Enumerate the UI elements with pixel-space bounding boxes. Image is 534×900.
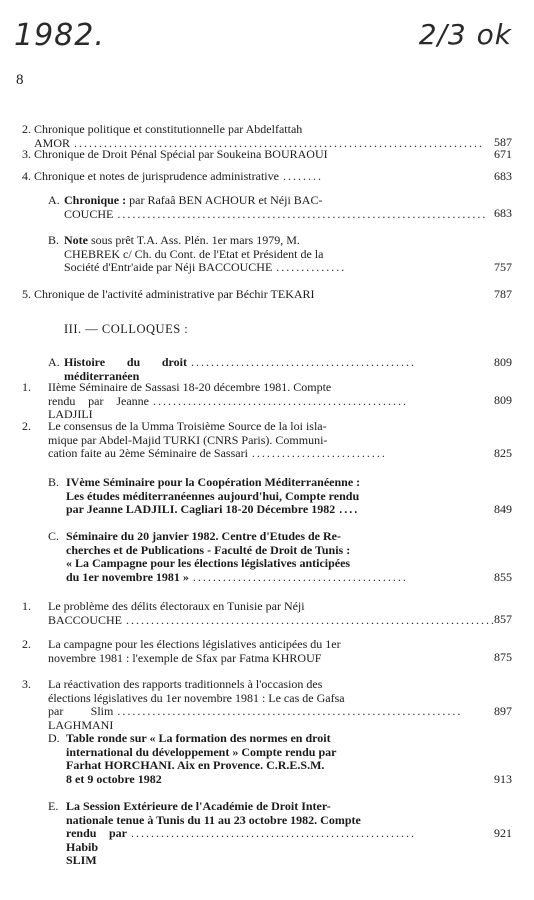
entry-number: 2. xyxy=(22,419,31,433)
dot-leader: .................................................................................. xyxy=(74,135,485,150)
entry-text xyxy=(48,599,497,627)
entry-line: rendu par Habib SLIM xyxy=(66,826,127,867)
entry-line: IIème Séminaire de Sassasi 18-20 décembre 1981. Compte xyxy=(48,380,332,394)
entry-text xyxy=(48,638,408,665)
entry-line: COUCHE xyxy=(64,206,114,221)
entry-number: 3. xyxy=(22,147,31,161)
entry-number: D. xyxy=(48,731,60,745)
entry-line: BACCOUCHE xyxy=(48,612,123,627)
entry-line: IVème Séminaire pour la Coopération Méditerranéenne : xyxy=(66,475,361,489)
entry-text xyxy=(66,800,416,868)
entry-line: La campagne pour les élections législatives anticipées du 1er xyxy=(48,637,341,651)
entry-line: Chronique politique et constitutionnelle par Abdelfattah xyxy=(34,122,303,136)
entry-page: 587 xyxy=(494,135,512,149)
dot-leader: ........................................... xyxy=(192,569,408,584)
entry-line: cherches et de Publications - Faculté de Droit de Tunis : xyxy=(66,542,351,557)
entry-line: Séminaire du 20 janvier 1982. Centre d'Etudes de Re- xyxy=(66,529,341,543)
dot-leader: ........................... xyxy=(251,446,387,460)
entry-number: 3. xyxy=(22,677,31,691)
entry-number: A. xyxy=(48,193,60,207)
entry-lead: Chronique : xyxy=(64,193,127,207)
entry-number: 1. xyxy=(22,599,31,613)
entry-line: Le problème des délits électoraux en Tunisie par Néji xyxy=(48,599,305,613)
entry-number: 4. xyxy=(22,169,31,183)
dot-leader: .............. xyxy=(276,260,347,274)
entry-line: 8 et 9 octobre 1982 xyxy=(66,771,162,786)
entry-line: « La Campagne pour les élections législatives anticipées xyxy=(66,556,351,570)
dot-leader: ......................................................... xyxy=(131,826,416,840)
entry-page: 671 xyxy=(494,147,512,161)
entry-text xyxy=(66,530,416,584)
entry-number: B. xyxy=(48,475,60,489)
dot-leader: ................................................... xyxy=(153,393,408,408)
entry-number: E. xyxy=(48,799,59,813)
dot-leader: ..................................................................... xyxy=(117,704,463,718)
entry-page: 683 xyxy=(494,169,512,183)
entry-page: 875 xyxy=(494,650,512,664)
entry-line: CHEBREK c/ Ch. du Cont. de l'Etat et Président de la xyxy=(64,246,324,261)
entry-line: Chronique de l'activité administrative par Béchir TEKARI xyxy=(34,287,315,301)
entry-number: 2. xyxy=(22,122,31,136)
dot-leader: .......................................................................... xyxy=(117,206,488,221)
entry-line: du 1er novembre 1981 » xyxy=(66,569,189,584)
entry-line: Les études méditerranéennes aujourd'hui, Compte rendu xyxy=(66,488,360,503)
entry-text xyxy=(66,476,416,517)
entry-line: La réactivation des rapports traditionnels à l'occasion des xyxy=(48,677,323,691)
entry-text xyxy=(48,677,463,732)
entry-page: 857 xyxy=(494,612,512,626)
entry-line: Farhat HORCHANI. Aix en Provence. C.R.E.S.M. xyxy=(66,758,325,772)
dot-leader: .......................................................................... xyxy=(126,612,497,627)
entry-text xyxy=(34,122,485,150)
entry-number: C. xyxy=(48,529,60,543)
entry-text xyxy=(64,234,416,275)
entry-page: 897 xyxy=(494,704,512,718)
entry-line: Société d'Entr'aide par Néji BACCOUCHE xyxy=(64,260,273,274)
entry-line: La Session Extérieure de l'Académie de Droit Inter- xyxy=(66,799,331,813)
entry-page: 787 xyxy=(494,287,512,301)
entry-line: élections législatives du 1er novembre 1981 : Le cas de Gafsa xyxy=(48,690,345,705)
entry-page: 809 xyxy=(494,355,512,369)
handwritten-year: 1982. xyxy=(14,18,105,53)
entry-line: AMOR xyxy=(34,135,71,150)
entry-text xyxy=(64,193,488,221)
entry-line: mique par Abdel-Majid TURKI (CNRS Paris). Communi- xyxy=(48,432,328,447)
entry-line: rendu par Jeanne LADJILI xyxy=(48,393,149,421)
section-heading: III. — COLLOQUES : xyxy=(64,322,189,336)
entry-line: novembre 1981 : l'exemple de Sfax par Fatma KHROUF xyxy=(48,650,322,665)
entry-page: 921 xyxy=(494,826,512,840)
entry-lead: Note xyxy=(64,233,88,247)
entry-line: Table ronde sur « La formation des normes en droit xyxy=(66,731,331,745)
entry-text xyxy=(48,381,408,422)
entry-line: Le consensus de la Umma Troisième Source de la loi isla- xyxy=(48,419,327,433)
entry-line: international du développement » Compte rendu par xyxy=(66,744,337,759)
entry-text xyxy=(64,356,416,383)
entry-page: 809 xyxy=(494,393,512,407)
entry-page: 683 xyxy=(494,206,512,220)
entry-number: 5. xyxy=(22,287,31,301)
entry-line: par Rafaâ BEN ACHOUR et Néji BAC- xyxy=(126,193,323,207)
dot-leader: .... xyxy=(339,502,360,516)
entry-page: 849 xyxy=(494,502,512,516)
entry-page: 855 xyxy=(494,570,512,584)
entry-text xyxy=(66,732,416,786)
entry-text xyxy=(34,148,438,162)
entry-page: 825 xyxy=(494,446,512,460)
entry-text xyxy=(34,170,438,184)
entry-page: 757 xyxy=(494,260,512,274)
entry-number: 1. xyxy=(22,380,31,394)
entry-text xyxy=(34,288,438,302)
entry-line: cation faite au 2ème Séminaire de Sassari xyxy=(48,446,248,460)
entry-page: 913 xyxy=(494,772,512,786)
entry-text xyxy=(48,420,408,461)
entry-number: A. xyxy=(48,355,60,369)
entry-number: B. xyxy=(48,233,60,247)
dot-leader: ........ xyxy=(282,169,323,183)
handwritten-note: 2/3 ok xyxy=(418,18,512,51)
entry-line: Histoire du droit méditerranéen xyxy=(64,355,187,383)
entry-line: par Jeanne LADJILI. Cagliari 18-20 Décembre 1982 xyxy=(66,502,336,516)
entry-number: 2. xyxy=(22,637,31,651)
entry-line: Chronique et notes de jurisprudence administrative xyxy=(34,169,279,183)
entry-line: par Slim LAGHMANI xyxy=(48,704,114,732)
entry-line: Chronique de Droit Pénal Spécial par Soukeina BOURAOUI xyxy=(34,147,328,161)
dot-leader: ............................................. xyxy=(191,355,416,369)
entry-line: sous prêt T.A. Ass. Plén. 1er mars 1979, M. xyxy=(88,233,300,247)
page-number: 8 xyxy=(16,72,24,88)
entry-line: nationale tenue à Tunis du 11 au 23 octobre 1982. Compte xyxy=(66,812,361,827)
